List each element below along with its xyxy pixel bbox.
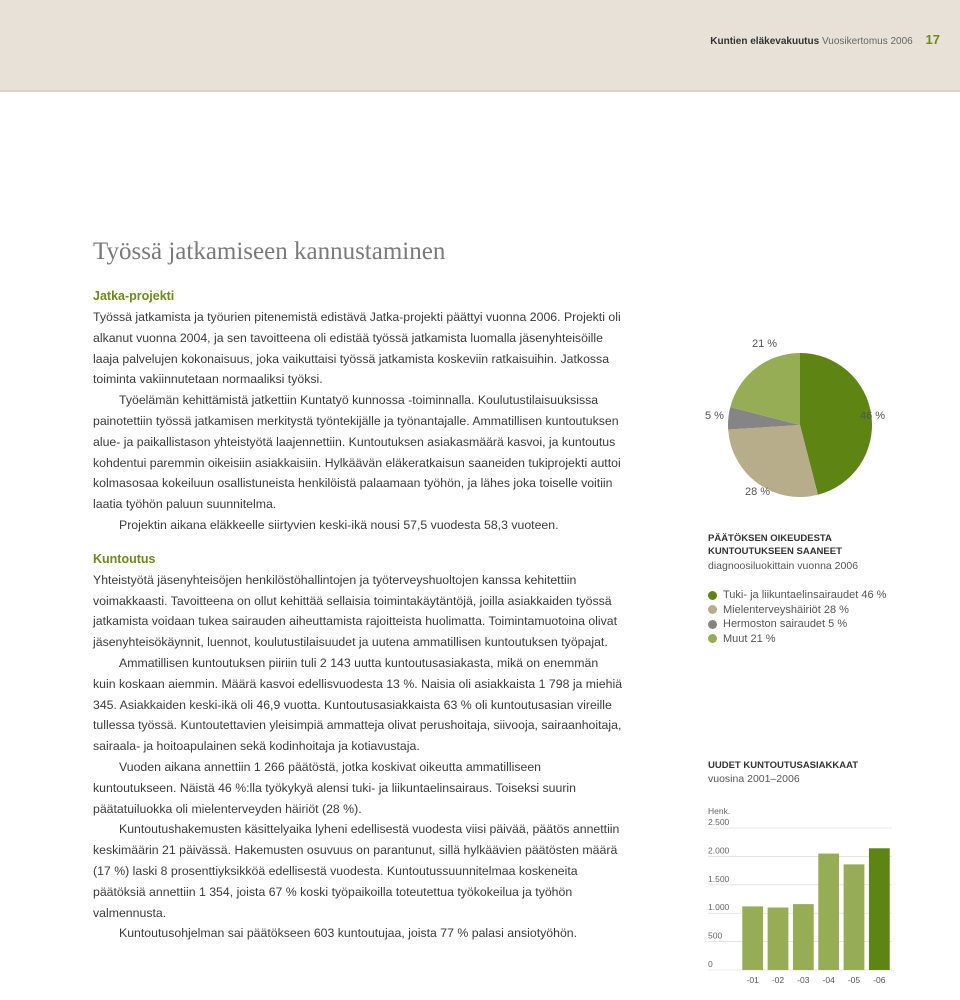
paragraph: Kuntoutushakemusten käsittelyaika lyheni edellisestä vuodesta viisi päivää, päätös annettiin keskimäärin 21 päivässä. Hakemusten osuvuus on parantunut, sillä hylkäävien päätösten määrä (17 %) laski 8 prosenttiyksikköä edellisestä vuodesta. Kuntoutussuunnitelmaa koskeneita päätöksiä annettiin 1 354, joista 67 % koski työpaikoilla toteutettua työkokeilua ja työhön valmennusta.	[93, 822, 620, 920]
legend-label: Mielenterveyshäiriöt 28 %	[723, 603, 849, 616]
bar	[742, 906, 763, 970]
legend-swatch	[708, 591, 717, 600]
legend-item	[708, 632, 886, 647]
legend-label: Muut 21 %	[723, 632, 776, 645]
pie-slice-label: 5 %	[705, 410, 724, 422]
publication-name: Kuntien eläkevakuutus	[710, 36, 820, 47]
bar	[818, 854, 839, 970]
legend-item	[708, 603, 886, 618]
legend-swatch	[708, 605, 717, 614]
x-tick-label: -06	[873, 975, 886, 985]
paragraph: Yhteistyötä jäsenyhteisöjen henkilöstöhallintojen ja työterveyshuoltojen kanssa kehitettiin voimakkaasti. Tavoitteena on ollut kehittää sellaisia toimintakäytäntöjä, joilla asiakkaiden työssä jatkamista voidaan tukea sairauden aiheuttamista rajoitteista huolimatta. Toimintamuotoina olivat jäsenyhteisökäynnit, luennot, koulutustilaisuudet ja uutena ammatillisen kuntoutuksen työpajat.	[93, 572, 618, 650]
y-tick-label: 0	[708, 959, 713, 969]
legend-label: Hermoston sairaudet 5 %	[723, 618, 848, 630]
section-heading-jatka: Jatka-projekti	[93, 289, 175, 303]
pie-caption-title: KUNTOUTUKSEEN SAANEET	[708, 546, 842, 557]
y-tick-label: 2.000	[708, 845, 730, 856]
paragraph: Kuntoutusohjelman sai päätökseen 603 kuntoutujaa, joista 77 % palasi ansiotyöhön.	[119, 926, 578, 941]
x-tick-label: -03	[797, 975, 810, 985]
paragraph: Vuoden aikana annettiin 1 266 päätöstä, jotka koskivat oikeutta ammatilliseen kuntoutukseen. Näistä 46 %:lla työkykyä alensi tuki- ja liikuntaelinsairaus. Toiseksi suurin päätatuiluokka oli mielenterveyden häiriöt (28 %).	[93, 759, 577, 816]
y-axis-unit-label: Henk.	[708, 806, 731, 816]
bar	[869, 848, 890, 970]
pie-chart-svg	[690, 330, 950, 520]
pie-slice-label: 46 %	[860, 410, 886, 422]
running-header	[710, 32, 940, 47]
bar-caption	[708, 760, 938, 785]
header-band	[0, 0, 960, 92]
bar	[844, 864, 865, 970]
bar-caption-title: UUDET KUNTOUTUSASIAKKAAT	[708, 760, 859, 771]
main-text-column	[93, 289, 623, 944]
page-title: Työssä jatkamiseen kannustaminen	[93, 238, 446, 265]
x-tick-label: -05	[847, 975, 861, 985]
pie-chart	[690, 330, 950, 520]
pie-caption-title: PÄÄTÖKSEN OIKEUDESTA	[708, 533, 832, 544]
pie-caption	[708, 532, 938, 572]
x-tick-label: -04	[822, 975, 835, 985]
paragraph: Ammatillisen kuntoutuksen piiriin tuli 2 143 uutta kuntoutusasiakasta, mikä on enemmän kuin koskaan aiemmin. Määrä kasvoi edellisvuodesta 13 %. Naisia oli asiakkaista 1 798 ja miehiä 345. Asiakkaiden keski-ikä oli 46,9 vuotta. Kuntoutusasiakkaista 63 % oli kuntoutusasian vireille tullessa työssä. Kuntoutettavien yleisimpiä ammatteja olivat perushoitaja, siivooja, sairaanhoitaja, sairaala- ja hoitoapulainen sekä kodinhoitaja ja kotiavustaja.	[93, 655, 623, 754]
legend-item	[708, 617, 886, 632]
pie-slice-label: 21 %	[752, 338, 778, 350]
page-number: 17	[925, 32, 940, 47]
bar	[793, 904, 814, 970]
x-tick-label: -02	[771, 975, 785, 985]
pie-caption-subtitle: diagnoosiluokittain vuonna 2006	[708, 560, 859, 572]
y-tick-label: 1.500	[708, 873, 730, 884]
bar-caption-subtitle: vuosina 2001–2006	[708, 773, 800, 785]
legend-item	[708, 588, 886, 603]
y-tick-label: 1.000	[708, 902, 730, 913]
paragraph: Projektin aikana eläkkeelle siirtyvien keski-ikä nousi 57,5 vuodesta 58,3 vuoteen.	[119, 517, 559, 532]
legend-label: Tuki- ja liikuntaelinsairaudet 46 %	[723, 589, 887, 601]
pie-legend	[708, 588, 886, 646]
y-tick-label: 500	[708, 930, 723, 941]
bar-chart-svg	[700, 800, 950, 995]
pie-slice-label: 28 %	[745, 486, 771, 498]
bar	[768, 908, 789, 970]
y-tick-label: 2.500	[708, 817, 730, 827]
publication-subtitle: Vuosikertomus 2006	[821, 36, 913, 47]
legend-swatch	[708, 620, 717, 629]
paragraph: Työelämän kehittämistä jatkettiin Kuntatyö kunnossa -toiminnalla. Koulutustilaisuuksissa painotettiin työssä jatkamisen merkitystä työntekijälle ja työnantajalle. Ammatillisen kuntoutuksen alue- ja paikallistason yhteistyötä laajennettiin. Kuntoutuksen asiakasmäärä kasvoi, ja kuntoutus kohdentui paremmin oikeisiin asiakkaisiin. Hylkäävän eläkeratkaisun saaneiden tukiprojekti auttoi kolmasosaa kokeiluun osallistuneista henkilöistä palaamaan työhön, ja lähes joka toiselle voitiin laatia työhön paluun suunnitelma.	[93, 393, 621, 512]
legend-swatch	[708, 634, 717, 643]
paragraph: Työssä jatkamista ja työurien pitenemistä edistävä Jatka-projekti päättyi vuonna 2006. Projekti oli alkanut vuonna 2004, ja sen tavoitteena oli edistää työssä jatkamista luomalla jäsenyhteisöille laaja palvelujen kokonaisuus, joka vaikuttaisi työssä jatkamista koskeviin ratkaisuihin. Jatkossa toiminta vakiinnutetaan normaaliksi työksi.	[93, 310, 621, 387]
section-heading-kuntoutus: Kuntoutus	[93, 551, 156, 566]
bar-chart	[700, 800, 950, 995]
x-tick-label: -01	[746, 975, 759, 985]
